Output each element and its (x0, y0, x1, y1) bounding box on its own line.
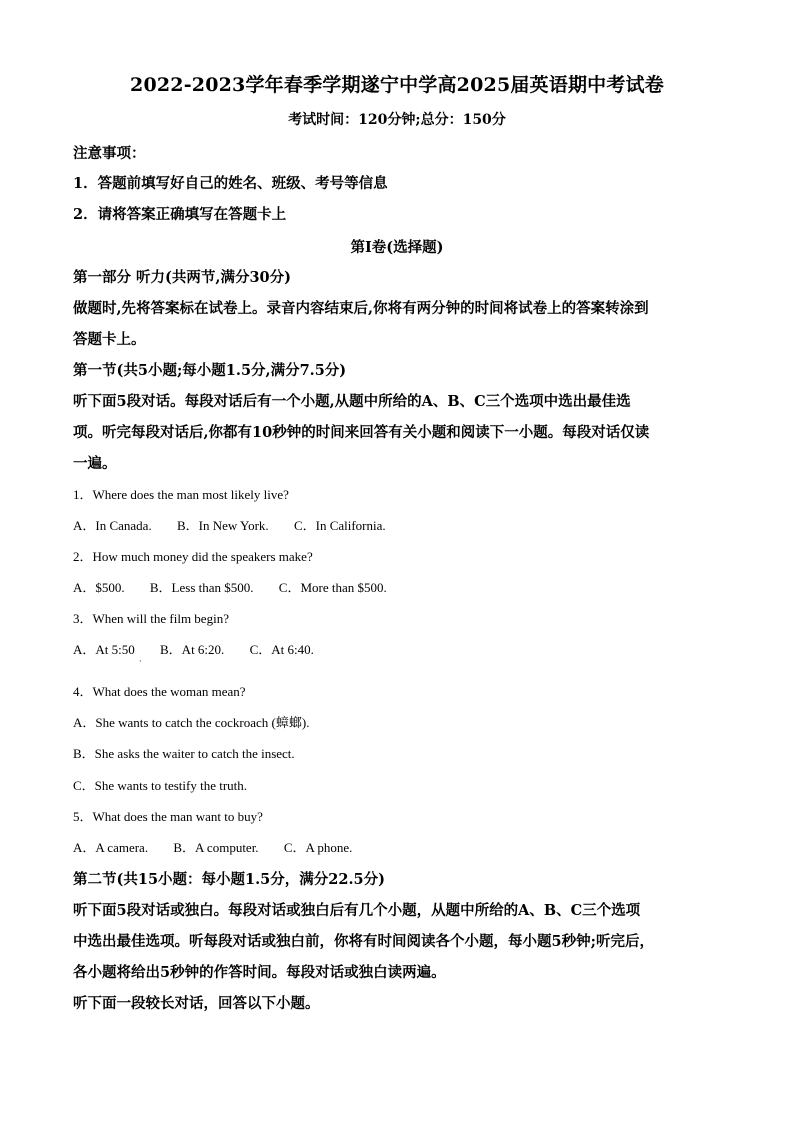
option-b: B．Less than $500. (149, 580, 254, 595)
section2-instruction: 听下面5段对话或独白。每段对话或独白后有几个小题，从题中所给的A、B、C三个选项 (73, 902, 641, 919)
question-options (73, 577, 409, 596)
notice-item: 2．请将答案正确填写在答题卡上 (73, 206, 287, 223)
option-c: C．More than $500. (278, 580, 387, 595)
option-c: C．A phone. (283, 840, 353, 855)
notice-item: 1．答题前填写好自己的姓名、班级、考号等信息 (73, 175, 388, 192)
question-options (73, 639, 336, 658)
option-b: B．In New York. (176, 518, 269, 533)
section1-instruction: 项。听完每段对话后,你都有10秒钟的时间来回答有关小题和阅读下一小题。每段对话仅读 (73, 424, 650, 441)
section1-instruction: 听下面5段对话。每段对话后有一个小题,从题中所给的A、B、C三个选项中选出最佳选 (73, 393, 631, 410)
option-c: C．At 6:40. (249, 642, 314, 657)
section2-instruction: 中选出最佳选项。听每段对话或独白前，你将有时间阅读各个小题，每小题5秒钟;听完后， (73, 933, 654, 950)
option-a: A．$500. (73, 580, 125, 595)
section2-heading: 第二节(共15小题：每小题1.5分，满分22.5分) (73, 871, 385, 888)
option-c: C．She wants to testify the truth. (73, 778, 248, 793)
question-stem: 3．When will the film begin? (73, 611, 229, 626)
option-a: A．At 5:50 (73, 642, 135, 657)
part1-instruction: 做题时,先将答案标在试卷上。录音内容结束后,你将有两分钟的时间将试卷上的答案转涂到 (73, 300, 649, 317)
exam-info: 考试时间：120分钟;总分：150分 (288, 112, 506, 128)
volume-title: 第I卷(选择题) (350, 239, 444, 256)
option-b: B．At 6:20. (160, 642, 225, 657)
question-stem: 1．Where does the man most likely live? (73, 487, 289, 502)
part1-heading: 第一部分 听力(共两节,满分30分) (73, 269, 291, 286)
part1-instruction: 答题卡上。 (73, 331, 146, 348)
notice-heading: 注意事项： (73, 145, 146, 162)
question-stem: 2．How much money did the speakers make? (73, 549, 313, 564)
section1-heading: 第一节(共5小题;每小题1.5分,满分7.5分) (73, 362, 347, 379)
option-a: A．In Canada. (73, 518, 152, 533)
option-a: A．She wants to catch the cockroach (蟑螂). (73, 715, 310, 730)
question-stem: 4．What does the woman mean? (73, 684, 246, 699)
section1-instruction: 一遍。 (73, 455, 117, 472)
option-c: C．In California. (293, 518, 386, 533)
question-options (73, 515, 408, 534)
question-stem: 5．What does the man want to buy? (73, 809, 263, 824)
section2-lead: 听下面一段较长对话，回答以下小题。 (73, 995, 320, 1012)
option-a: A．A camera. (73, 840, 149, 855)
question-options (73, 837, 374, 856)
option-b: B．She asks the waiter to catch the insect. (73, 746, 295, 761)
section2-instruction: 各小题将给出5秒钟的作答时间。每段对话或独白读两遍。 (73, 964, 446, 981)
stray-dot: · (139, 657, 142, 666)
exam-title: 2022-2023学年春季学期遂宁中学高2025届英语期中考试卷 (130, 74, 664, 96)
option-b: B．A computer. (173, 840, 259, 855)
